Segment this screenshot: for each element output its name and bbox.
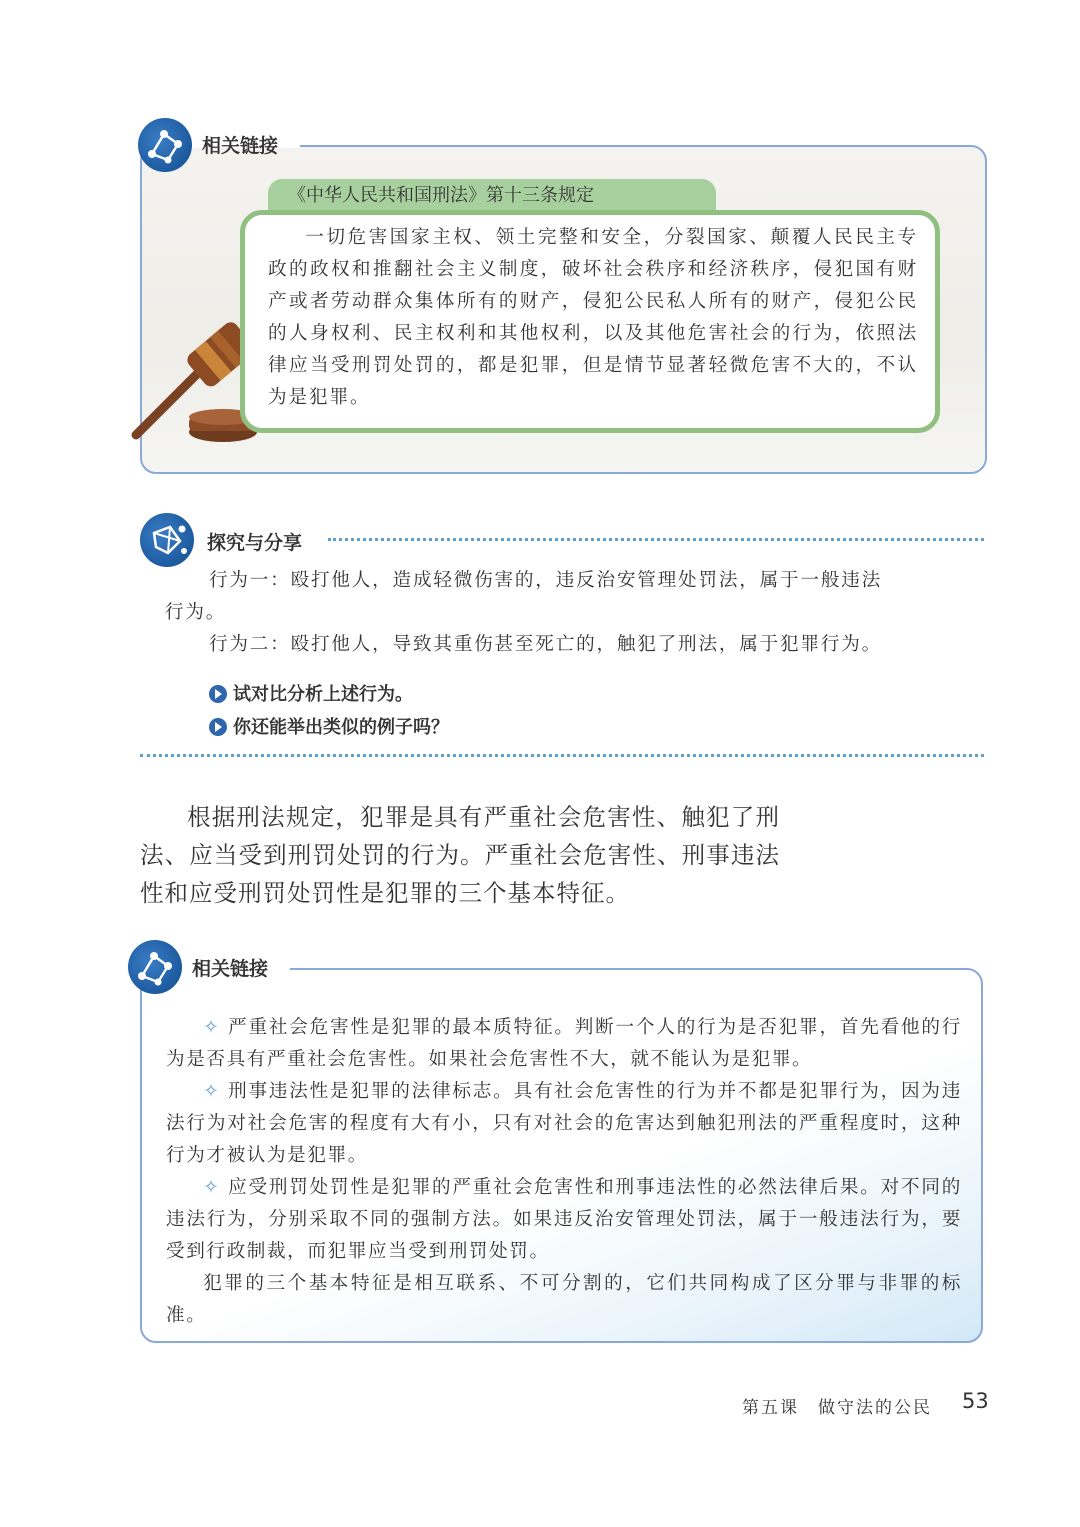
page-number: 53 — [962, 1389, 989, 1413]
main-paragraph: 根据刑法规定，犯罪是具有严重社会危害性、触犯了刑法、应当受到刑罚处罚的行为。严重社会危害性、刑事违法性和应受刑罚处罚性是犯罪的三个基本特征。 — [140, 803, 780, 907]
behavior-2: 行为二：殴打他人，导致其重伤甚至死亡的，触犯了刑法，属于犯罪行为。 — [209, 634, 882, 655]
question-2: 你还能举出类似的例子吗？ — [209, 713, 449, 739]
law-title-tab: 《中华人民共和国刑法》第十三条规定 — [268, 179, 716, 213]
diamond-bullet-icon: ✧ — [203, 1081, 221, 1102]
header-rule — [300, 145, 860, 147]
section-title-related-link-2: 相关链接 — [192, 958, 269, 980]
arrow-bullet-icon — [209, 685, 227, 703]
diamond-bullet-icon: ✧ — [203, 1017, 221, 1038]
arrow-bullet-icon — [209, 718, 227, 736]
diamond-bullet-icon: ✧ — [203, 1177, 221, 1198]
behavior-1-line-2: 行为。 — [165, 602, 227, 623]
behavior-1-line-1: 行为一：殴打他人，造成轻微伤害的，违反治安管理处罚法，属于一般违法 — [209, 570, 882, 591]
feature-item-1: ✧ 严重社会危害性是犯罪的最本质特征。判断一个人的行为是否犯罪，首先看他的行为是否具有严重社会危害性。如果社会危害性不大，就不能认为是犯罪。 — [166, 1017, 962, 1070]
dotted-divider-bottom — [140, 754, 984, 757]
question-1: 试对比分析上述行为。 — [209, 680, 413, 706]
feature-item-2: ✧ 刑事违法性是犯罪的法律标志。具有社会危害性的行为并不都是犯罪行为，因为违法行为对社会危害的程度有大有小，只有对社会的危害达到触犯刑法的严重程度时，这种行为才被认为是犯罪。 — [166, 1081, 962, 1166]
law-text: 一切危害国家主权、领土完整和安全，分裂国家、颠覆人民民主专政的政权和推翻社会主义制度，破坏社会秩序和经济秩序，侵犯国有财产或者劳动群众集体所有的财产，侵犯公民私人所有的财产，侵犯公民的人身权利、民主权利和其他权利，以及其他危害社会的行为，依照法律应当受刑罚处罚的，都是犯罪，但是情节显著轻微危害不大的，不认为是犯罪。 — [268, 227, 918, 408]
closing-paragraph: 犯罪的三个基本特征是相互联系、不可分割的，它们共同构成了区分罪与非罪的标准。 — [166, 1273, 962, 1326]
related-link-icon — [138, 118, 192, 172]
dotted-divider-top — [328, 538, 984, 541]
footer-lesson-title: 第五课 做守法的公民 — [742, 1398, 932, 1418]
section-title-related-link-1: 相关链接 — [202, 135, 279, 157]
explore-share-icon — [140, 513, 194, 567]
feature-item-3: ✧ 应受刑罚处罚性是犯罪的严重社会危害性和刑事违法性的必然法律后果。对不同的违法行为，分别采取不同的强制方法。如果违反治安管理处罚法，属于一般违法行为，要受到行政制裁，而犯罪应当受到刑罚处罚。 — [166, 1177, 962, 1262]
related-link-2-text — [166, 1012, 962, 1332]
section-title-explore-share: 探究与分享 — [207, 532, 303, 554]
related-link-icon-2 — [128, 940, 182, 994]
